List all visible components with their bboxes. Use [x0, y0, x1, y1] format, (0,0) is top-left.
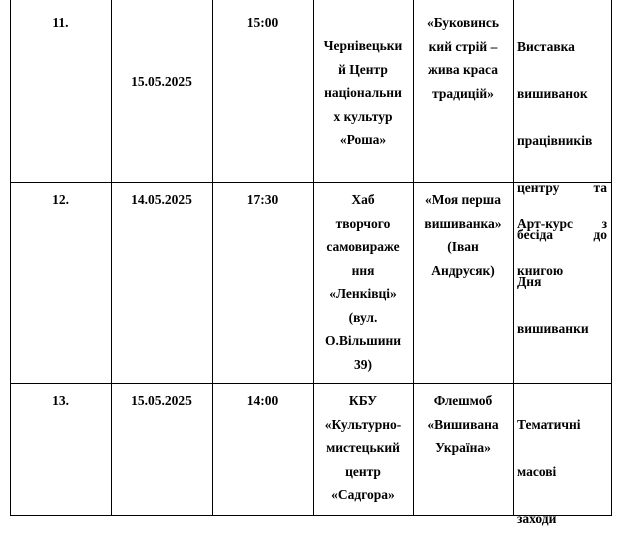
column-divider: [513, 0, 514, 516]
event-place: Хаб творчого самовираже ння «Ленківці» (вул. О.Вільшини 39): [324, 192, 402, 372]
table-border: [10, 0, 11, 516]
description-line: бесіда до: [517, 226, 607, 242]
event-description: [517, 389, 607, 554]
event-place: Чернівецьки й Центр національни х культур «Роша»: [323, 38, 403, 147]
event-time: 17:30: [246, 192, 279, 207]
description-line: Тематичні: [517, 416, 581, 432]
description-line: Виставка: [517, 38, 575, 54]
event-date: 14.05.2025: [131, 192, 192, 207]
event-date: 15.05.2025: [131, 393, 192, 408]
event-title: «Буковинсь кий стрій – жива краса традицій»: [426, 15, 500, 101]
description-line: вишиванки: [517, 320, 589, 336]
row-number: 12.: [52, 192, 69, 207]
table-border: [611, 0, 612, 516]
column-divider: [212, 0, 213, 516]
description-line: Арт-курс з: [517, 215, 607, 231]
event-time: 15:00: [246, 15, 279, 30]
event-description: [517, 188, 607, 306]
row-number: 13.: [52, 393, 69, 408]
description-line: заходи: [517, 510, 557, 526]
description-line: масові: [517, 463, 557, 479]
description-line: книгою: [517, 262, 564, 278]
event-date: 15.05.2025: [131, 74, 192, 89]
event-title: «Моя перша вишиванка» (Іван Андрусяк): [424, 192, 502, 278]
row-divider: [10, 383, 612, 384]
description-line: центру та: [517, 179, 607, 195]
event-title: Флешмоб «Вишивана Україна»: [427, 393, 499, 455]
event-place: КБУ «Культурно- мистецький центр «Садгора»: [324, 393, 402, 502]
event-time: 14:00: [246, 393, 279, 408]
row-number: 11.: [52, 15, 69, 30]
description-line: вишиванок: [517, 85, 588, 101]
description-line: працівників: [517, 132, 593, 148]
events-table: [10, 0, 612, 526]
description-line: Дня: [517, 273, 542, 289]
